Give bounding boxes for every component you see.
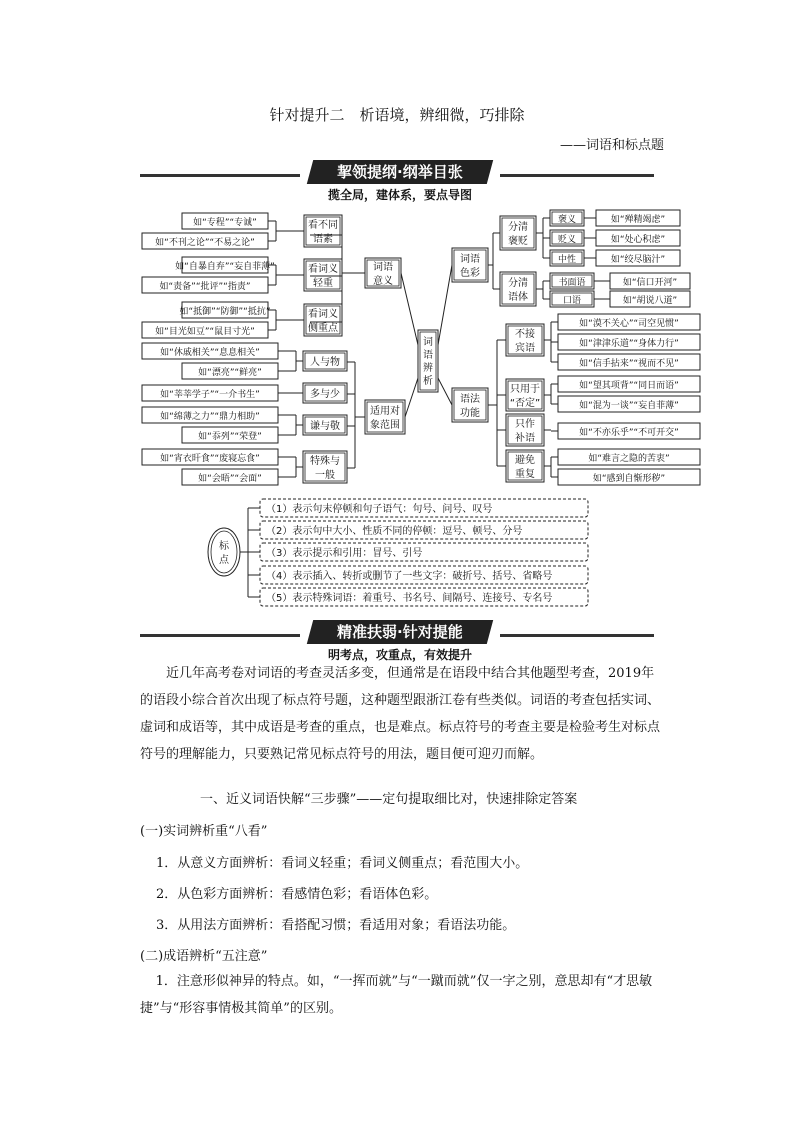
connector-line	[438, 378, 452, 405]
grammar-example: 如“望其项背”“同日而语”	[579, 381, 679, 391]
intro-paragraph: 近几年高考卷对词语的考查灵活多变，但通常是在语段中结合其他题型考查，2019年的语段小综合首次出现了标点符号题，这种题型跟浙江卷有些类似。词语的考查包括实词、虚词和成语等，其中成语是考查的重点，也是难点。标点符号的考查主要是检验考生对标点符号的理解能力，只要熟记常见标点符号的用法，题目便可迎刃而解。	[140, 666, 661, 762]
section-heading-1: 一、近义词语快解“三步骤”——定句提取细比对，快速排除定答案	[200, 792, 578, 807]
meaning-group-label: 看词义	[308, 309, 338, 320]
color-group-label: 分清	[508, 278, 528, 289]
scope-example: 如“莘莘学子”“一介书生”	[160, 390, 260, 400]
meaning-group-label: 看不同	[308, 220, 338, 231]
meaning-example: 如“责备”“批评”“指责”	[159, 282, 251, 292]
color-tag: 褒义	[557, 215, 577, 225]
color-group-label: 褒贬	[508, 236, 528, 247]
scope-example: 如“休戚相关”“息息相关”	[160, 348, 260, 358]
scope-example: 如“绵薄之力”“鼎力相助”	[160, 412, 260, 422]
meaning-example: 如“专程”“专诚”	[193, 218, 257, 228]
scope-example: 如“会晤”“会面”	[198, 474, 262, 484]
color-tag: 书面语	[558, 278, 586, 288]
color-example: 如“胡说八道”	[622, 296, 678, 306]
meaning-example: 如“自暴自弃”“妄自菲薄”	[175, 262, 275, 272]
grammar-group-label: 不接	[515, 329, 535, 340]
scope-group-label: 一般	[315, 470, 335, 481]
grammar-group-label: 只用于	[510, 384, 540, 395]
subheading-2: (二)成语辨析“五注意”	[140, 949, 268, 964]
list-item: 2．从色彩方面辨析：看感情色彩；看语体色彩。	[156, 887, 438, 902]
punct-item: （2）表示句中大小、性质不同的停顿：逗号、顿号、分号	[266, 526, 523, 537]
scope-category: 适用对	[370, 406, 400, 417]
punct-item: （1）表示句末停顿和句子语气：句号、问号、叹号	[266, 504, 493, 515]
center-label: 语	[423, 350, 433, 361]
grammar-group-label: 重复	[515, 469, 535, 480]
banner-focus-sub: 明考点，攻重点，有效提升	[327, 648, 472, 662]
meaning-group-label: 语素	[313, 234, 333, 245]
scope-category: 象范围	[370, 420, 400, 431]
list-item: 1．从意义方面辨析：看词义轻重；看词义侧重点；看范围大小。	[156, 856, 529, 871]
grammar-group-label: 避免	[515, 455, 535, 466]
meaning-group-label: 轻重	[313, 278, 333, 289]
center-label: 辨	[423, 363, 433, 374]
page-title: 针对提升二 析语境，辨细微，巧排除	[269, 106, 525, 124]
color-group-label: 分清	[508, 222, 528, 233]
center-label: 析	[423, 376, 433, 387]
connector-line	[401, 273, 418, 345]
grammar-example: 如“混为一谈”“妄自菲薄”	[579, 401, 679, 411]
color-tag: 中性	[557, 255, 577, 265]
grammar-group-label: 只作	[515, 419, 535, 430]
scope-group-label: 多与少	[310, 389, 340, 400]
scope-group-label: 谦与敬	[310, 421, 340, 432]
grammar-group-label: 补语	[515, 433, 535, 444]
page-subtitle: ——词语和标点题	[560, 138, 665, 153]
color-example: 如“殚精竭虑”	[610, 215, 666, 225]
scope-example: 如“漂亮”“鲜亮”	[198, 368, 262, 378]
grammar-category: 功能	[460, 408, 480, 419]
punct-label: 点	[219, 555, 229, 566]
scope-group-label: 特殊与	[310, 456, 340, 467]
color-tag: 口语	[562, 296, 582, 306]
punct-ellipse	[208, 528, 240, 576]
grammar-example: 如“漠不关心”“司空见惯”	[579, 319, 679, 329]
punct-label: 标	[219, 541, 229, 552]
connector-line	[438, 265, 452, 345]
grammar-example: 如“信手拈来”“视而不见”	[579, 359, 679, 369]
banner-overview-sub: 揽全局，建体系，要点导图	[327, 188, 472, 202]
list-item: 1．注意形似神异的特点。如，“一挥而就”与“一蹴而就”仅一字之别，意思却有“才思敏捷”与“形容事情极其简单”的区别。	[140, 974, 653, 1016]
meaning-example: 如“抵御”“防御”“抵抗”	[179, 307, 271, 317]
scope-group-label: 人与物	[310, 357, 340, 368]
banner-focus	[140, 620, 654, 664]
meaning-category: 词语	[373, 262, 393, 273]
color-tag: 贬义	[557, 235, 577, 245]
color-group-label: 语体	[508, 292, 528, 303]
grammar-group-label: 宾语	[515, 343, 535, 354]
color-example: 如“绞尽脑汁”	[610, 255, 666, 265]
color-example: 如“处心积虑”	[610, 235, 666, 245]
punct-item: （3）表示提示和引用：冒号、引号	[266, 548, 423, 559]
center-label: 词	[423, 337, 433, 348]
list-item: 3．从用法方面辨析：看搭配习惯；看适用对象；看语法功能。	[156, 918, 516, 933]
meaning-category: 意义	[373, 276, 393, 287]
connector-line	[405, 378, 418, 417]
meaning-example: 如“目光如豆”“鼠目寸光”	[155, 327, 255, 337]
meaning-group-label: 看词义	[308, 264, 338, 275]
punct-item: （5）表示特殊词语：着重号、书名号、间隔号、连接号、专名号	[266, 593, 553, 604]
grammar-example: 如“不亦乐乎”“不可开交”	[579, 428, 679, 438]
grammar-category: 语法	[460, 394, 480, 405]
scope-example: 如“宵衣旰食”“废寝忘食”	[160, 454, 260, 464]
meaning-example: 如“不刊之论”“不易之论”	[155, 238, 255, 248]
banner-focus-heading: 精准扶弱·针对提能	[337, 623, 463, 641]
grammar-example: 如“难言之隐的苦衷”	[588, 454, 670, 464]
grammar-group-label: “否定”	[509, 398, 541, 409]
banner-overview-heading: 挈领提纲·纲举目张	[337, 163, 463, 181]
meaning-group-label: 侧重点	[308, 323, 338, 334]
color-example: 如“信口开河”	[622, 278, 678, 288]
color-category: 色彩	[460, 268, 480, 279]
color-category: 词语	[460, 254, 480, 265]
punct-item: （4）表示插入、转折或删节了一些文字：破折号、括号、省略号	[266, 571, 553, 582]
grammar-example: 如“津津乐道”“身体力行”	[579, 339, 679, 349]
subheading-1: (一)实词辨析重“八看”	[140, 824, 268, 839]
grammar-example: 如“感到自惭形秽”	[592, 474, 666, 484]
scope-example: 如“忝列”“荣登”	[198, 432, 262, 442]
